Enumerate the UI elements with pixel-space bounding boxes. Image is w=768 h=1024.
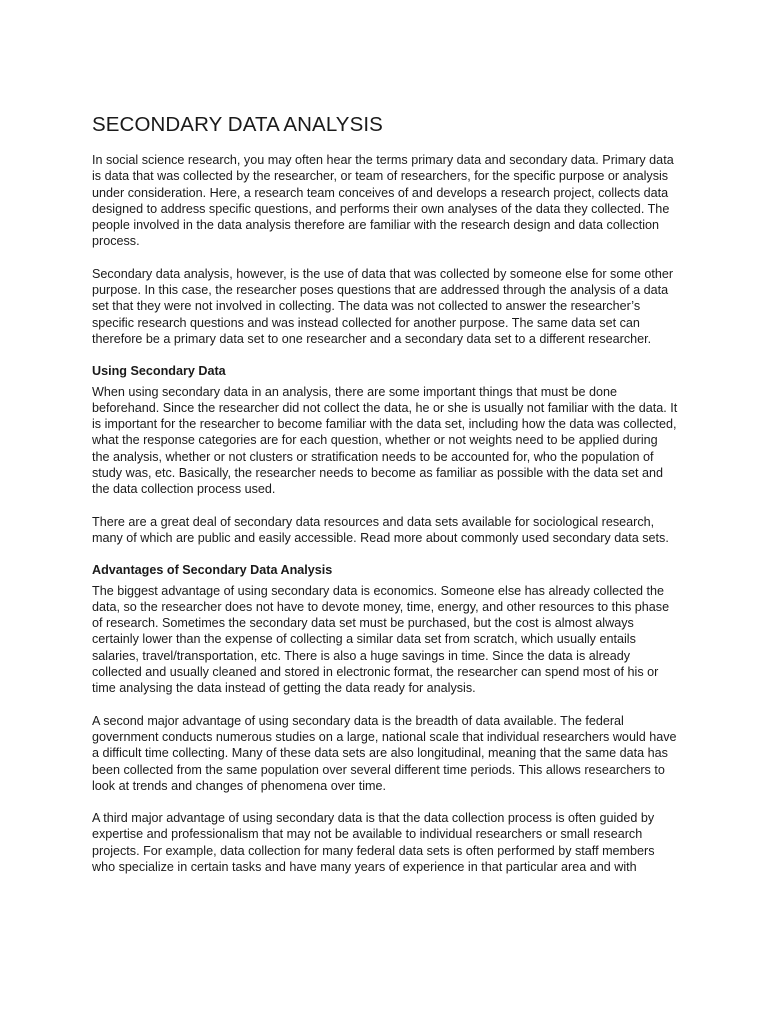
section-advantages xyxy=(92,562,678,875)
section-paragraph: The biggest advantage of using secondary data is economics. Someone else has already collected the data, so the researcher does not have to devote money, time, energy, and other resources to this phase of research. Sometimes the secondary data set must be purchased, but the cost is almost always certainly lower than the expense of collecting a similar data set from scratch, which usually entails salaries, travel/transportation, etc. There is also a huge savings in time. Since the data is already collected and usually cleaned and stored in electronic format, the researcher can spend most of his or time analysing the data instead of getting the data ready for analysis. xyxy=(92,583,670,696)
section-paragraph: A second major advantage of using secondary data is the breadth of data available. The federal government conducts numerous studies on a large, national scale that individual researchers would have a difficult time collecting. Many of these data sets are also longitudinal, meaning that the same data has been collected from the same population over several different time periods. This allows researchers to look at trends and changes of phenomena over time. xyxy=(92,713,677,793)
intro-paragraph-2: Secondary data analysis, however, is the use of data that was collected by someone else for some other purpose. In this case, the researcher poses questions that are addressed through the analysis of a data set that they were not involved in collecting. The data was not collected to answer the researcher’s specific research questions and was instead collected for another purpose. The same data set can therefore be a primary data set to one researcher and a secondary data set to a different researcher. xyxy=(92,266,674,346)
section-heading: Using Secondary Data xyxy=(92,364,226,379)
section-paragraph: There are a great deal of secondary data resources and data sets available for sociological research, many of which are public and easily accessible. Read more about commonly used secondary data sets. xyxy=(92,514,669,545)
section-paragraph: A third major advantage of using secondary data is that the data collection process is often guided by expertise and professionalism that may not be available to individual researchers or small research projects. For example, data collection for many federal data sets is often performed by staff members who specialize in certain tasks and have many years of experience in that particular area and with xyxy=(92,811,655,874)
section-using-secondary-data xyxy=(92,363,678,546)
document-title: SECONDARY DATA ANALYSIS xyxy=(92,113,383,136)
intro-paragraph-1: In social science research, you may often hear the terms primary data and secondary data. Primary data is data that was collected by the researcher, or team of researchers, for the specific purpose or analysis under consideration. Here, a research team conceives of and develops a research project, collects data designed to address specific questions, and performs their own analyses of the data they collected. The people involved in the data analysis therefore are familiar with the research design and data collection process. xyxy=(92,153,674,249)
section-paragraph: When using secondary data in an analysis, there are some important things that must be done beforehand. Since the researcher did not collect the data, he or she is usually not familiar with the data. It is important for the researcher to become familiar with the data set, including how the data was collected, what the response categories are for each question, whether or not weights need to be applied during the analysis, whether or not clusters or stratification needs to be accounted for, who the population of study was, etc. Basically, the researcher needs to become as familiar as possible with the data set and the data collection process used. xyxy=(92,384,678,497)
document-page xyxy=(92,112,678,891)
section-heading: Advantages of Secondary Data Analysis xyxy=(92,563,333,578)
